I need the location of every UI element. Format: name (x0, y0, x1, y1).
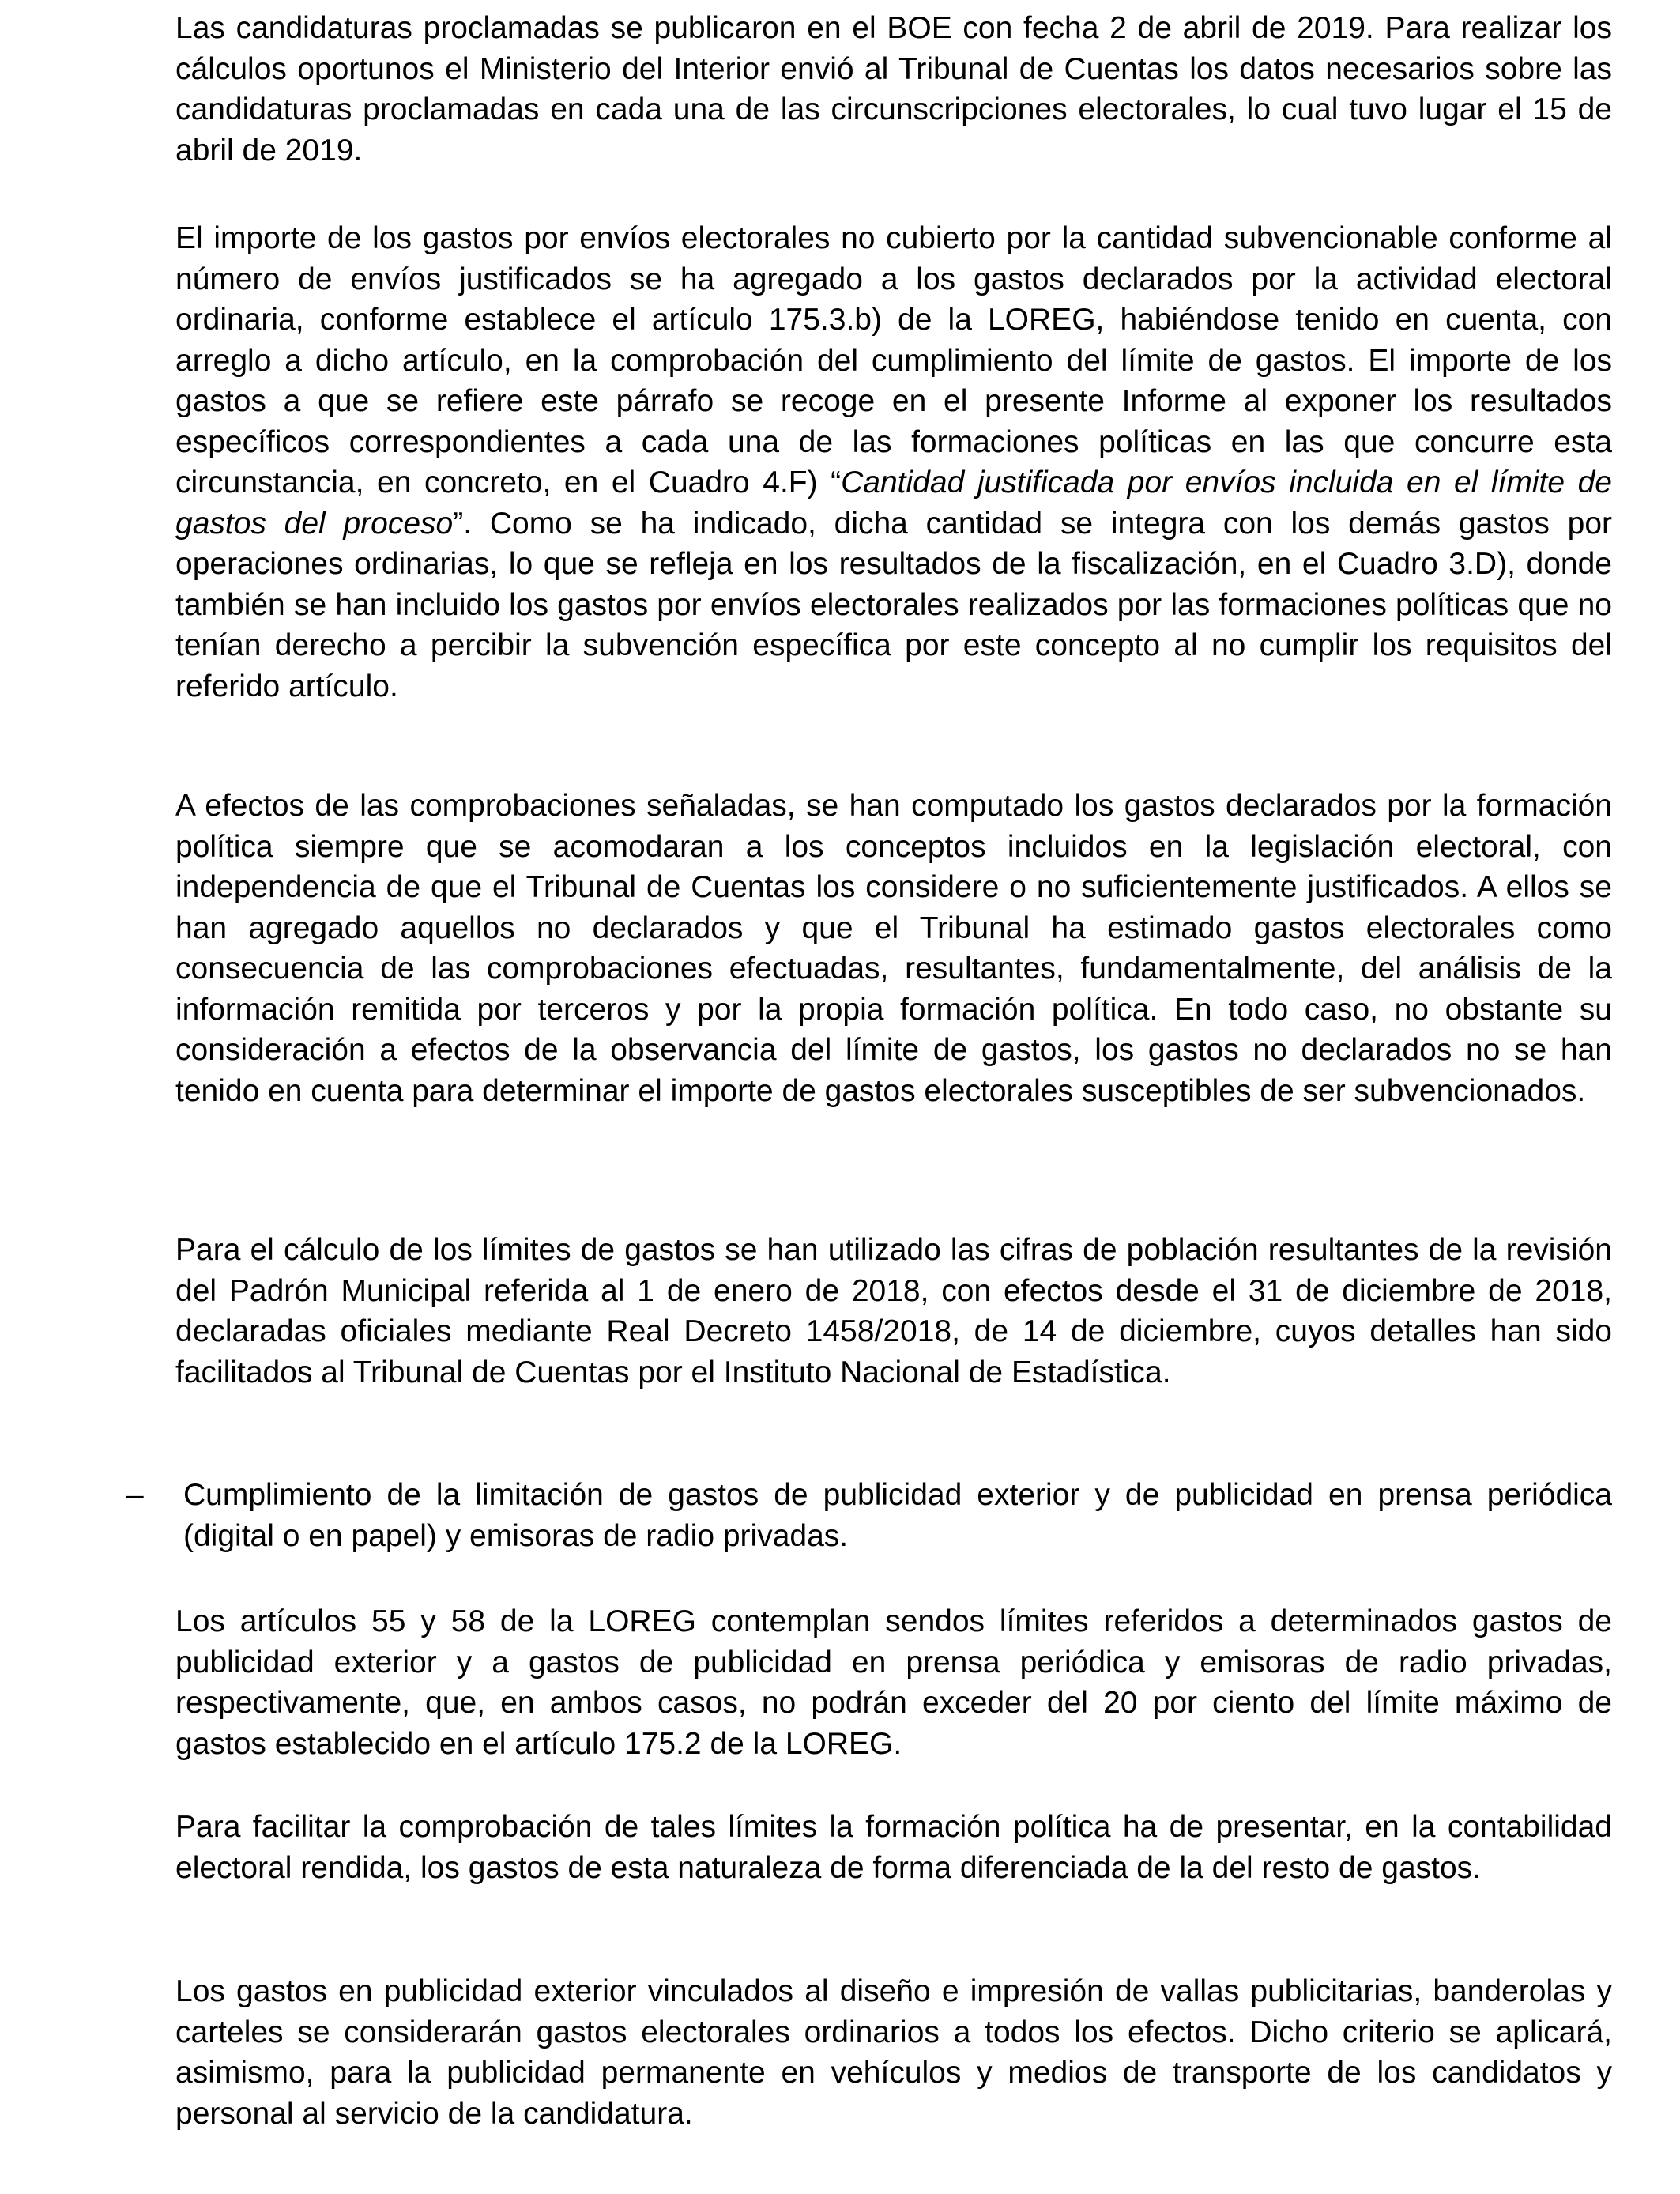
paragraph-envios-text-2: ”. Como se ha indicado, dicha cantidad se integra con los demás gastos por operaciones ordinarias, lo que se refleja en los resultados de la fiscalización, en el Cuadro 3.D), donde también se han incluido los gastos por envíos electorales realizados por las formaciones políticas que no tenían derecho a percibir la subvención específica por este concepto al no cumplir los requisitos del referido artículo. (175, 506, 1612, 703)
paragraph-envios-italic-quote: Cantidad justificada por envíos incluida en el límite de gastos del proceso (175, 466, 1612, 541)
paragraph-publicidad-exterior: Los gastos en publicidad exterior vinculados al diseño e impresión de vallas publicitarias, banderolas y carteles se considerarán gastos electorales ordinarios a todos los efectos. Dicho criterio se aplicará, asimismo, para la publicidad permanente en vehículos y medios de transporte de los candidatos y personal al servicio de la candidatura. (175, 1974, 1612, 2131)
paragraph-comprobacion-limites: Para facilitar la comprobación de tales límites la formación política ha de presentar, en la contabilidad electoral rendida, los gastos de esta naturaleza de forma diferenciada de la del resto de gastos. (175, 1810, 1612, 1885)
paragraph-articulos-55-58: Los artículos 55 y 58 de la LOREG contemplan sendos límites referidos a determinados gastos de publicidad exterior y a gastos de publicidad en prensa periódica y emisoras de radio privadas, respectivamente, que, en ambos casos, no podrán exceder del 20 por ciento del límite máximo de gastos establecido en el artículo 175.2 de la LOREG. (175, 1604, 1612, 1761)
paragraph-envios-text-1: El importe de los gastos por envíos electorales no cubierto por la cantidad subvencionable conforme al número de envíos justificados se ha agregado a los gastos declarados por la actividad electoral ordinaria, conforme establece el artículo 175.3.b) de la LOREG, habiéndose tenido en cuenta, con arreglo a dicho artículo, en la comprobación del cumplimiento del límite de gastos. El importe de los gastos a que se refiere este párrafo se recoge en el presente Informe al exponer los resultados específicos correspondientes a cada una de las formaciones políticas en las que concurre esta circunstancia, en concreto, en el Cuadro 4.F) “ (175, 221, 1612, 499)
bullet-publicidad-limitacion: Cumplimiento de la limitación de gastos de publicidad exterior y de publicidad en prensa periódica (digital o en papel) y emisoras de radio privadas. (183, 1478, 1612, 1553)
paragraph-limites-poblacion: Para el cálculo de los límites de gastos se han utilizado las cifras de población resultantes de la revisión del Padrón Municipal referida al 1 de enero de 2018, con efectos desde el 31 de diciembre de 2018, declaradas oficiales mediante Real Decreto 1458/2018, de 14 de diciembre, cuyos detalles han sido facilitados al Tribunal de Cuentas por el Instituto Nacional de Estadística. (175, 1233, 1612, 1389)
paragraph-comprobaciones: A efectos de las comprobaciones señaladas, se han computado los gastos declarados por la formación política siempre que se acomodaran a los conceptos incluidos en la legislación electoral, con independencia de que el Tribunal de Cuentas los considere o no suficientemente justificados. A ellos se han agregado aquellos no declarados y que el Tribunal ha estimado gastos electorales como consecuencia de las comprobaciones efectuadas, resultantes, fundamentalmente, del análisis de la información remitida por terceros y por la propia formación política. En todo caso, no obstante su consideración a efectos de la observancia del límite de gastos, los gastos no declarados no se han tenido en cuenta para determinar el importe de gastos electorales susceptibles de ser subvencionados. (175, 789, 1612, 1108)
bullet-dash-marker: – (126, 1478, 144, 1512)
paragraph-candidaturas: Las candidaturas proclamadas se publicaron en el BOE con fecha 2 de abril de 2019. Para realizar los cálculos oportunos el Ministerio del Interior envió al Tribunal de Cuentas los datos necesarios sobre las candidaturas proclamadas en cada una de las circunscripciones electorales, lo cual tuvo lugar el 15 de abril de 2019. (175, 11, 1612, 168)
paragraph-envios-electorales (175, 218, 1612, 707)
